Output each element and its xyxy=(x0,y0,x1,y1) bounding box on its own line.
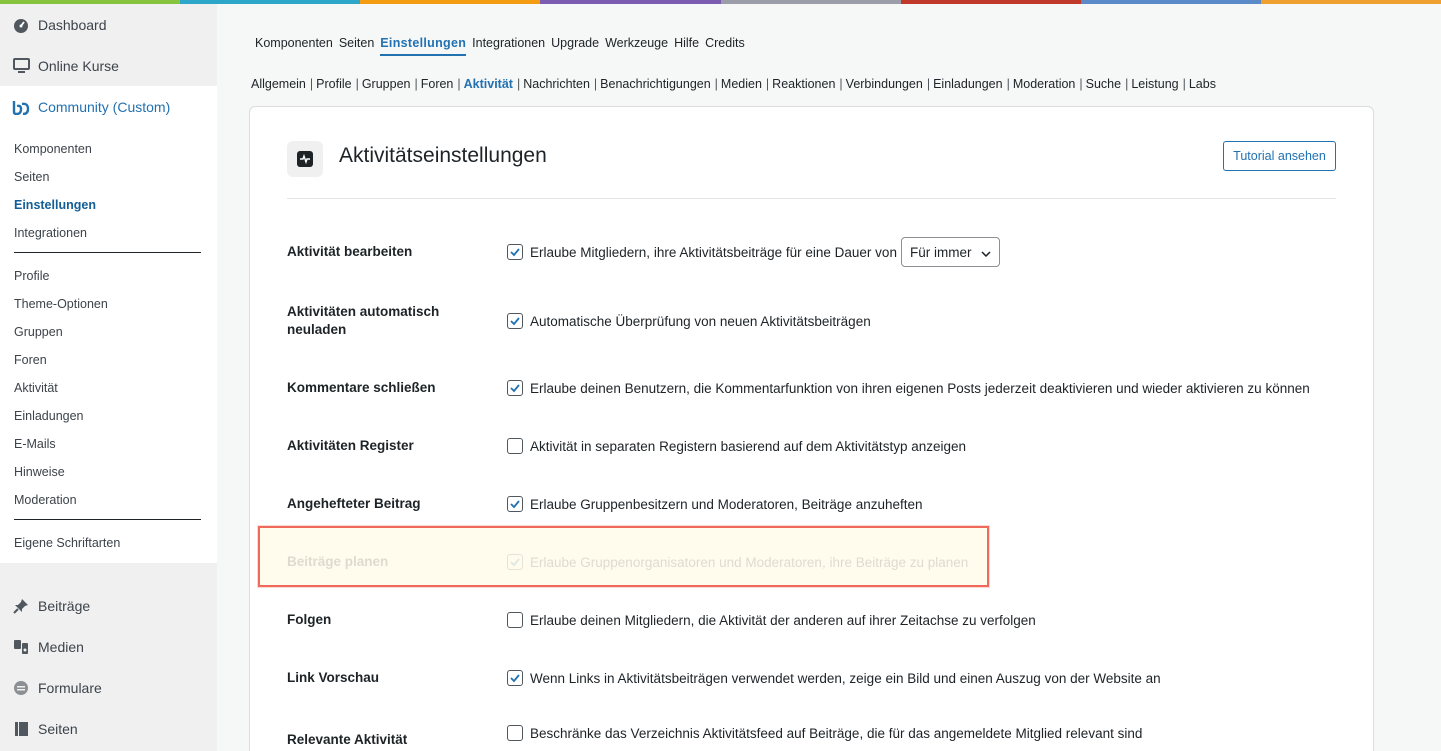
subnav-leistung[interactable]: Leistung xyxy=(1131,77,1179,91)
close-comments-checkbox[interactable] xyxy=(507,380,523,396)
submenu-item-einstellungen[interactable]: Einstellungen xyxy=(14,198,96,212)
sidebar-item-seiten[interactable] xyxy=(0,708,217,749)
dashboard-icon xyxy=(12,16,30,34)
submenu-item-integrationen[interactable]: Integrationen xyxy=(14,226,87,240)
setting-label: Aktivitäten Register xyxy=(287,438,414,453)
setting-text: Beschränke das Verzeichnis Aktivitätsfeed auf Beiträge, die für das angemeldete Mitglied relevant sind xyxy=(530,725,1143,741)
subnav-labs[interactable]: Labs xyxy=(1188,77,1216,91)
submenu-item-einladungen[interactable]: Einladungen xyxy=(14,409,84,423)
pages-icon xyxy=(12,720,30,738)
sidebar-item-label: Dashboard xyxy=(38,16,107,33)
subnav-profile[interactable]: Profile xyxy=(316,77,352,91)
setting-label: Link Vorschau xyxy=(287,670,380,685)
subnav-separator: | xyxy=(926,77,931,91)
link-preview-checkbox[interactable] xyxy=(507,670,523,686)
setting-text: Aktivität in separaten Registern basierend auf dem Aktivitätstyp anzeigen xyxy=(530,438,966,454)
submenu-item-seiten[interactable]: Seiten xyxy=(14,170,50,184)
sidebar-item-beitraege[interactable] xyxy=(0,585,217,626)
setting-text: Wenn Links in Aktivitätsbeiträgen verwendet werden, zeige ein Bild und einen Auszug von der Website an xyxy=(530,670,1161,686)
sidebar-lower-group xyxy=(0,585,217,749)
topnav-werkzeuge[interactable]: Werkzeuge xyxy=(605,36,669,50)
subnav-separator: | xyxy=(1006,77,1010,91)
media-icon xyxy=(12,638,30,656)
topnav-upgrade[interactable]: Upgrade xyxy=(551,36,600,50)
panel-background xyxy=(250,107,1373,751)
sidebar-item-formulare[interactable] xyxy=(0,667,217,708)
setting-label: Aktivität bearbeiten xyxy=(287,244,413,259)
activity-settings-panel xyxy=(249,106,1374,751)
activity-tabs-checkbox[interactable] xyxy=(507,438,523,454)
admin-sidebar xyxy=(0,4,217,751)
subnav-suche[interactable]: Suche xyxy=(1085,77,1122,91)
subnav-separator: | xyxy=(1079,77,1083,91)
topnav-credits[interactable]: Credits xyxy=(705,36,745,50)
subnav-separator: | xyxy=(714,77,718,91)
submenu-item-eigene-schriftarten[interactable]: Eigene Schriftarten xyxy=(14,536,121,550)
subnav-separator: | xyxy=(1182,77,1186,91)
setting-text: Erlaube Gruppenbesitzern und Moderatoren, Beiträge anzuheften xyxy=(530,496,923,512)
submenu-item-aktivitaet[interactable]: Aktivität xyxy=(14,381,58,395)
sidebar-item-label: Community (Custom) xyxy=(38,98,171,115)
submenu-item-moderation[interactable]: Moderation xyxy=(14,493,77,507)
topnav-seiten[interactable]: Seiten xyxy=(338,36,375,50)
setting-text: Erlaube deinen Benutzern, die Kommentarfunktion von ihren eigenen Posts jederzeit deaktivieren und wieder aktivieren zu können xyxy=(530,380,1310,396)
activity-edit-checkbox[interactable] xyxy=(507,244,523,260)
subnav-separator: | xyxy=(516,77,521,91)
subnav-separator: | xyxy=(839,77,843,91)
setting-row-pinned-post xyxy=(287,492,1337,516)
settings-subnav xyxy=(251,77,1216,91)
setting-row-close-comments xyxy=(287,376,1337,400)
subnav-benachrichtigungen[interactable]: Benachrichtigungen xyxy=(600,77,711,91)
subnav-separator: | xyxy=(355,77,359,91)
setting-row-activity-tabs xyxy=(287,434,1337,458)
topnav-einstellungen[interactable]: Einstellungen xyxy=(380,36,466,56)
duration-select-value: Für immer xyxy=(909,244,972,260)
submenu-item-komponenten[interactable]: Komponenten xyxy=(14,142,92,156)
subnav-gruppen[interactable]: Gruppen xyxy=(361,77,411,91)
sidebar-item-label: Medien xyxy=(38,638,84,655)
submenu-divider xyxy=(14,252,201,253)
setting-row-follow xyxy=(287,608,1337,632)
sidebar-item-label: Formulare xyxy=(38,679,102,696)
auto-reload-checkbox[interactable] xyxy=(507,313,523,329)
subnav-moderation[interactable]: Moderation xyxy=(1012,77,1076,91)
pinned-post-checkbox[interactable] xyxy=(507,496,523,512)
subnav-separator: | xyxy=(765,77,770,91)
community-submenu xyxy=(0,127,217,563)
setting-row-auto-reload xyxy=(287,301,1337,341)
setting-row-relevant-activity xyxy=(287,721,1337,751)
activity-icon xyxy=(287,141,323,177)
setting-row-link-preview xyxy=(287,666,1337,690)
topnav-integrationen[interactable]: Integrationen xyxy=(472,36,546,50)
sidebar-item-community[interactable] xyxy=(0,86,217,127)
top-navigation xyxy=(255,36,745,56)
panel-header xyxy=(287,141,1336,199)
submenu-item-emails[interactable]: E-Mails xyxy=(14,437,56,451)
setting-text: Erlaube deinen Mitgliedern, die Aktivität der anderen auf ihrer Zeitachse zu verfolgen xyxy=(530,612,1036,628)
subnav-separator: | xyxy=(414,77,418,91)
subnav-separator: | xyxy=(309,77,314,91)
subnav-aktivitaet[interactable]: Aktivität xyxy=(463,77,513,91)
relevant-activity-checkbox[interactable] xyxy=(507,725,523,741)
follow-checkbox[interactable] xyxy=(507,612,523,628)
setting-label: Relevante Aktivität xyxy=(287,732,408,747)
subnav-allgemein[interactable]: Allgemein xyxy=(251,77,306,91)
forms-icon xyxy=(12,679,30,697)
subnav-separator: | xyxy=(457,77,461,91)
topnav-hilfe[interactable]: Hilfe xyxy=(674,36,700,50)
buddyboss-logo-icon xyxy=(12,98,30,116)
subnav-verbindungen[interactable]: Verbindungen xyxy=(845,77,923,91)
setting-label: Folgen xyxy=(287,612,332,627)
subnav-nachrichten[interactable]: Nachrichten xyxy=(523,77,590,91)
submenu-item-foren[interactable]: Foren xyxy=(14,353,47,367)
setting-text: Automatische Überprüfung von neuen Aktivitätsbeiträgen xyxy=(530,313,871,329)
sidebar-item-label: Seiten xyxy=(38,720,78,737)
monitor-icon xyxy=(12,57,30,75)
setting-label: Kommentare schließen xyxy=(287,380,436,395)
setting-text: Erlaube Mitgliedern, ihre Aktivitätsbeiträge für eine Dauer von xyxy=(530,244,897,260)
subnav-reaktionen[interactable]: Reaktionen xyxy=(772,77,836,91)
subnav-medien[interactable]: Medien xyxy=(720,77,762,91)
submenu-item-theme-optionen[interactable]: Theme-Optionen xyxy=(14,297,108,311)
sidebar-item-medien[interactable] xyxy=(0,626,217,667)
setting-label: Angehefteter Beitrag xyxy=(287,496,421,511)
submenu-item-hinweise[interactable]: Hinweise xyxy=(14,465,65,479)
subnav-separator: | xyxy=(593,77,598,91)
sidebar-item-label: Beiträge xyxy=(38,597,91,614)
subnav-foren[interactable]: Foren xyxy=(420,77,454,91)
submenu-item-profile[interactable]: Profile xyxy=(14,269,50,283)
sidebar-item-label: Online Kurse xyxy=(38,57,119,74)
subnav-einladungen[interactable]: Einladungen xyxy=(933,77,1003,91)
subnav-separator: | xyxy=(1125,77,1129,91)
highlight-box xyxy=(258,526,989,587)
submenu-item-gruppen[interactable]: Gruppen xyxy=(14,325,63,339)
setting-label: Aktivitäten automatisch neuladen xyxy=(287,304,440,337)
pin-icon xyxy=(12,597,30,615)
submenu-divider xyxy=(14,519,201,520)
chevron-down-icon xyxy=(981,245,991,260)
setting-row-activity-edit xyxy=(287,237,1337,267)
sidebar-item-dashboard[interactable] xyxy=(0,4,217,45)
topnav-komponenten[interactable]: Komponenten xyxy=(255,36,333,50)
tutorial-button[interactable]: Tutorial ansehen xyxy=(1223,141,1336,171)
sidebar-item-online-kurse[interactable] xyxy=(0,45,217,86)
duration-select[interactable] xyxy=(901,237,1001,267)
main-content xyxy=(217,4,1441,751)
page-title: Aktivitätseinstellungen xyxy=(339,144,547,167)
